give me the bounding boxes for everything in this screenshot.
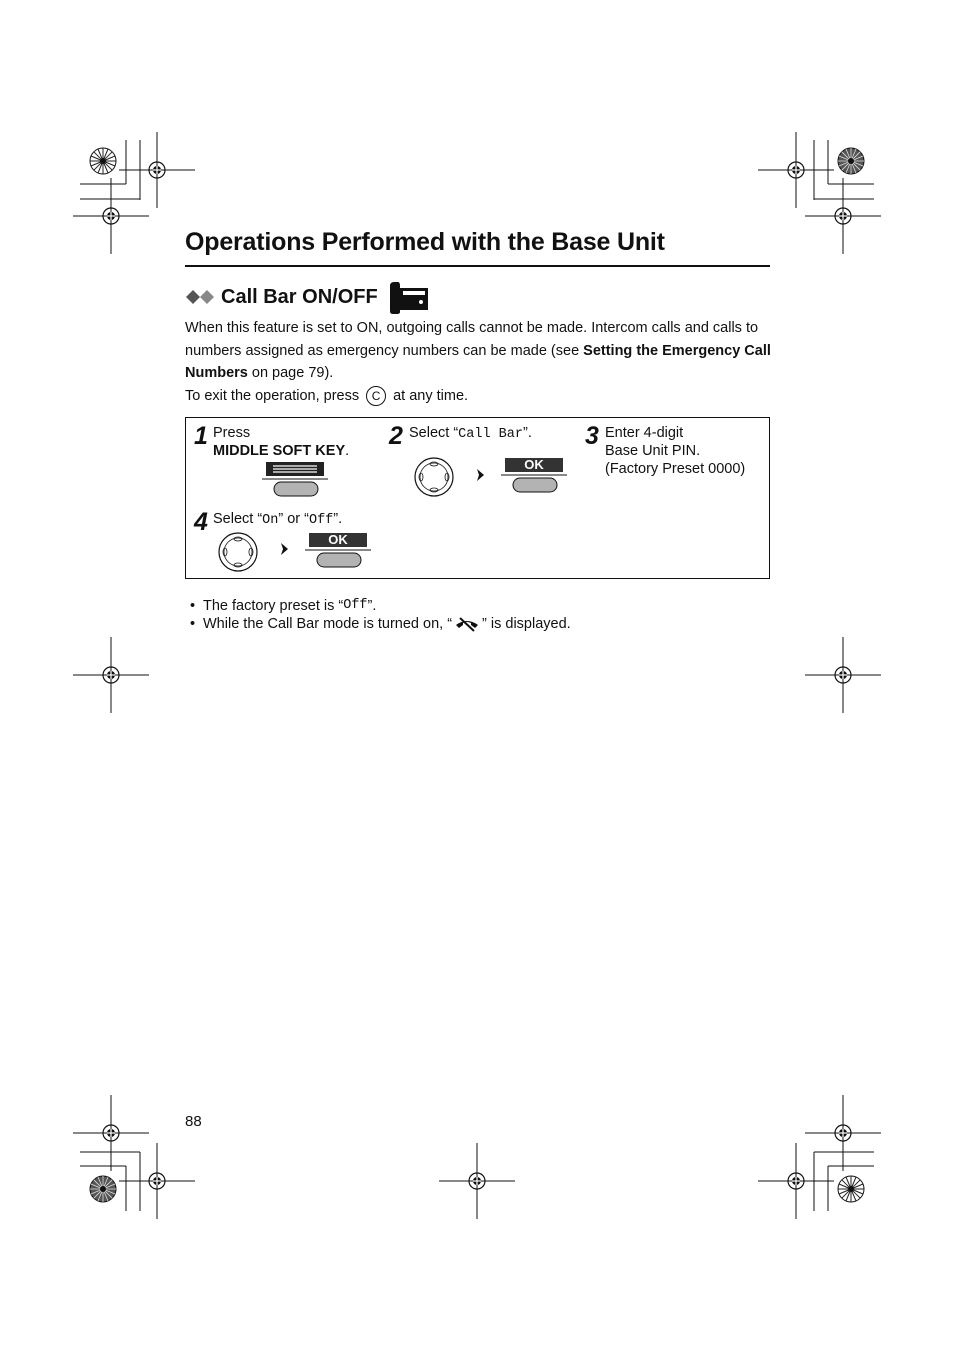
note-1-value: Off — [343, 598, 368, 613]
arrow-right-icon — [476, 468, 486, 482]
ok-label: OK — [328, 532, 348, 547]
exit-text-before: To exit the operation, press — [185, 388, 360, 404]
page-title: Operations Performed with the Base Unit — [185, 228, 665, 256]
step-1-text — [213, 424, 349, 460]
step-4-prefix: Select “ — [213, 511, 263, 527]
step-number: 3 — [585, 422, 599, 450]
step-4-mid: ” or “ — [278, 511, 309, 527]
intro-link-bold: Setting the Emergency Call Numbers — [185, 342, 771, 381]
step-2-text — [409, 424, 532, 444]
note-item — [190, 615, 571, 633]
navigator-key-icon — [216, 530, 260, 574]
ok-label: OK — [524, 457, 544, 472]
ok-soft-key — [305, 531, 373, 571]
step-4-value-off: Off — [308, 513, 334, 528]
exit-text-after: at any time. — [393, 388, 469, 404]
middle-soft-key-icon — [261, 460, 331, 500]
step-2-suffix: ”. — [522, 425, 532, 441]
step-2-value: Call Bar — [458, 427, 523, 442]
note-1-suffix: ”. — [367, 598, 377, 614]
step-1-line1: Press — [213, 425, 251, 441]
note-item — [190, 597, 571, 615]
step-1-key-name: MIDDLE SOFT KEY — [213, 443, 346, 459]
step-3-line3: (Factory Preset 0000) — [605, 461, 746, 477]
exit-instruction — [185, 385, 468, 407]
step-1-period: . — [345, 443, 350, 459]
steps-box — [185, 417, 770, 579]
step-number: 4 — [194, 508, 208, 536]
step-3-line2: Base Unit PIN. — [605, 443, 701, 459]
page-number: 88 — [185, 1113, 202, 1130]
step-1-line2 — [213, 442, 349, 460]
title-rule — [185, 265, 770, 267]
bullet-icon: • — [190, 616, 196, 632]
step-4-suffix: ”. — [333, 511, 343, 527]
step-2-prefix: Select “ — [409, 425, 459, 441]
bullet-icon: • — [190, 598, 196, 614]
diamond-pair-icon — [185, 288, 217, 306]
step-number: 2 — [389, 422, 403, 450]
note-2-suffix: ” is displayed. — [482, 616, 571, 632]
step-4-text — [213, 510, 342, 530]
intro-text-end: on page 79). — [247, 365, 334, 381]
step-4-value-on: On — [262, 513, 279, 528]
notes-list — [190, 597, 571, 633]
intro-text: When this feature is set to ON, outgoing calls cannot be made. Intercom calls and calls to numbers assigned as emergency numbers can be made (see — [185, 320, 759, 359]
note-1-prefix: The factory preset is “ — [203, 598, 344, 614]
ok-soft-key — [501, 456, 569, 496]
arrow-right-icon — [280, 542, 290, 556]
call-bar-handset-icon — [453, 616, 481, 632]
note-2-prefix: While the Call Bar mode is turned on, “ — [203, 616, 453, 632]
step-number: 1 — [194, 422, 208, 450]
section-heading — [185, 280, 430, 314]
section-title: Call Bar ON/OFF — [221, 285, 378, 308]
step-3-text — [605, 424, 745, 478]
navigator-key-icon — [412, 455, 456, 499]
intro-paragraph — [185, 317, 775, 385]
base-unit-icon — [386, 280, 430, 314]
c-key-icon: C — [366, 386, 386, 406]
step-3-line1: Enter 4-digit — [605, 425, 684, 441]
